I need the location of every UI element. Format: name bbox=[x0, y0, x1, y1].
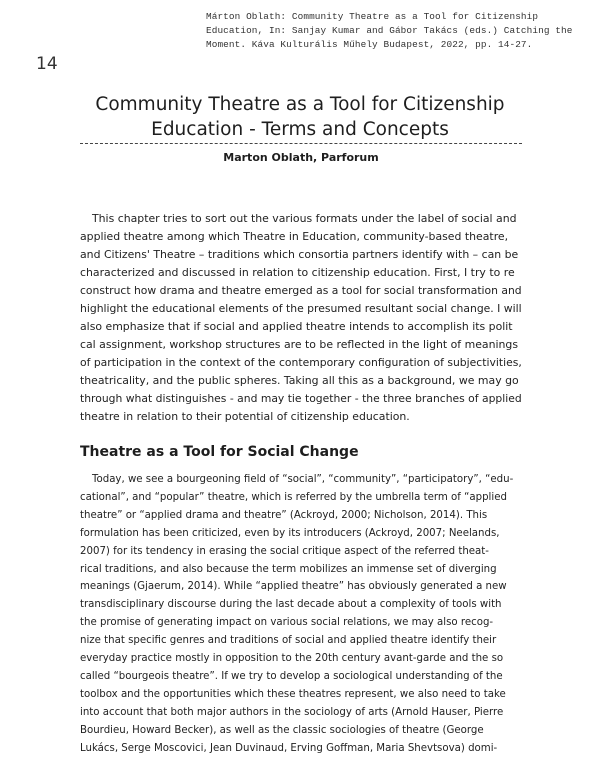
abstract-line: also emphasize that if social and applied theatre intends to accomplish its polit bbox=[80, 320, 513, 333]
body-line: Lukács, Serge Moscovici, Jean Duvinaud, Erving Goffman, Maria Shevtsova) domi- bbox=[80, 742, 498, 754]
body-line: 2007) for its tendency in erasing the social critique aspect of the referred theat- bbox=[80, 545, 489, 557]
body-line: the promise of generating impact on various social relations, we may also recog- bbox=[80, 617, 494, 629]
citation-header: Márton Oblath: Community Theatre as a Tool for Citizenship Education, In: Sanjay Kumar and Gábor Takács (eds.) Catching the Moment. Káva Kulturális Műhely Budapest, 2022, pp. 14-27. bbox=[206, 11, 573, 50]
abstract-line: theatricality, and the public spheres. Taking all this as a background, we may go bbox=[80, 374, 519, 387]
abstract-line: highlight the educational elements of the presumed resultant social change. I will bbox=[80, 302, 522, 315]
abstract-line: characterized and discussed in relation to citizenship education. First, I try to re bbox=[80, 266, 515, 279]
body-line: Bourdieu, Howard Becker), as well as the classic sociologies of theatre (George bbox=[80, 724, 484, 736]
body-line: transdisciplinary discourse during the last decade about a complexity of tools with bbox=[80, 599, 502, 611]
chapter-title bbox=[80, 92, 520, 142]
body-line: toolbox and the opportunities which these theatres represent, we also need to take bbox=[80, 688, 506, 700]
abstract-line: through what distinguishes - and may tie together - the three branches of applied bbox=[80, 392, 522, 405]
body-paragraph bbox=[80, 471, 522, 758]
page-number: 14 bbox=[36, 54, 58, 74]
abstract-line: and Citizens' Theatre – traditions which consortia partners identify with – can be bbox=[80, 248, 519, 261]
section-heading: Theatre as a Tool for Social Change bbox=[80, 444, 359, 460]
body-line: formulation has been criticized, even by its introducers (Ackroyd, 2007; Neelands, bbox=[80, 527, 500, 539]
abstract-line: This chapter tries to sort out the various formats under the label of social and bbox=[92, 212, 517, 225]
body-line: nize that specific genres and traditions of social and applied theatre identify their bbox=[80, 635, 497, 647]
abstract bbox=[80, 210, 522, 426]
chapter-title-line-1: Community Theatre as a Tool for Citizenship bbox=[95, 94, 505, 115]
abstract-line: cal assignment, workshop structures are to be reflected in the light of meanings bbox=[80, 338, 519, 351]
body-line: meanings (Gjaerum, 2014). While “applied theatre” has obviously generated a new bbox=[80, 581, 507, 593]
body-line: called “bourgeois theatre”. If we try to develop a sociological understanding of the bbox=[80, 670, 503, 682]
title-divider bbox=[80, 143, 522, 144]
body-line: into account that both major authors in the sociology of arts (Arnold Hauser, Pierre bbox=[80, 706, 504, 718]
abstract-line: construct how drama and theatre emerged as a tool for social transformation and bbox=[80, 284, 522, 297]
abstract-line: applied theatre among which Theatre in Education, community-based theatre, bbox=[80, 230, 509, 243]
body-line: rical traditions, and also because the term mobilizes an immense set of diverging bbox=[80, 563, 497, 575]
abstract-line: of participation in the context of the contemporary configuration of subjectivities, bbox=[80, 356, 522, 369]
abstract-line: theatre in relation to their potential of citizenship education. bbox=[80, 410, 410, 423]
body-line: theatre” or “applied drama and theatre” (Ackroyd, 2000; Nicholson, 2014). This bbox=[80, 509, 488, 521]
body-line: Today, we see a bourgeoning field of “social”, “community”, “participatory”, “edu- bbox=[92, 474, 514, 485]
body-line: everyday practice mostly in opposition to the 20th century avant-garde and the so bbox=[80, 653, 504, 665]
body-line: cational”, and “popular” theatre, which is referred by the umbrella term of “applied bbox=[80, 491, 507, 503]
chapter-title-line-2: Education - Terms and Concepts bbox=[151, 119, 449, 140]
author-line: Marton Oblath, Parforum bbox=[223, 151, 379, 164]
